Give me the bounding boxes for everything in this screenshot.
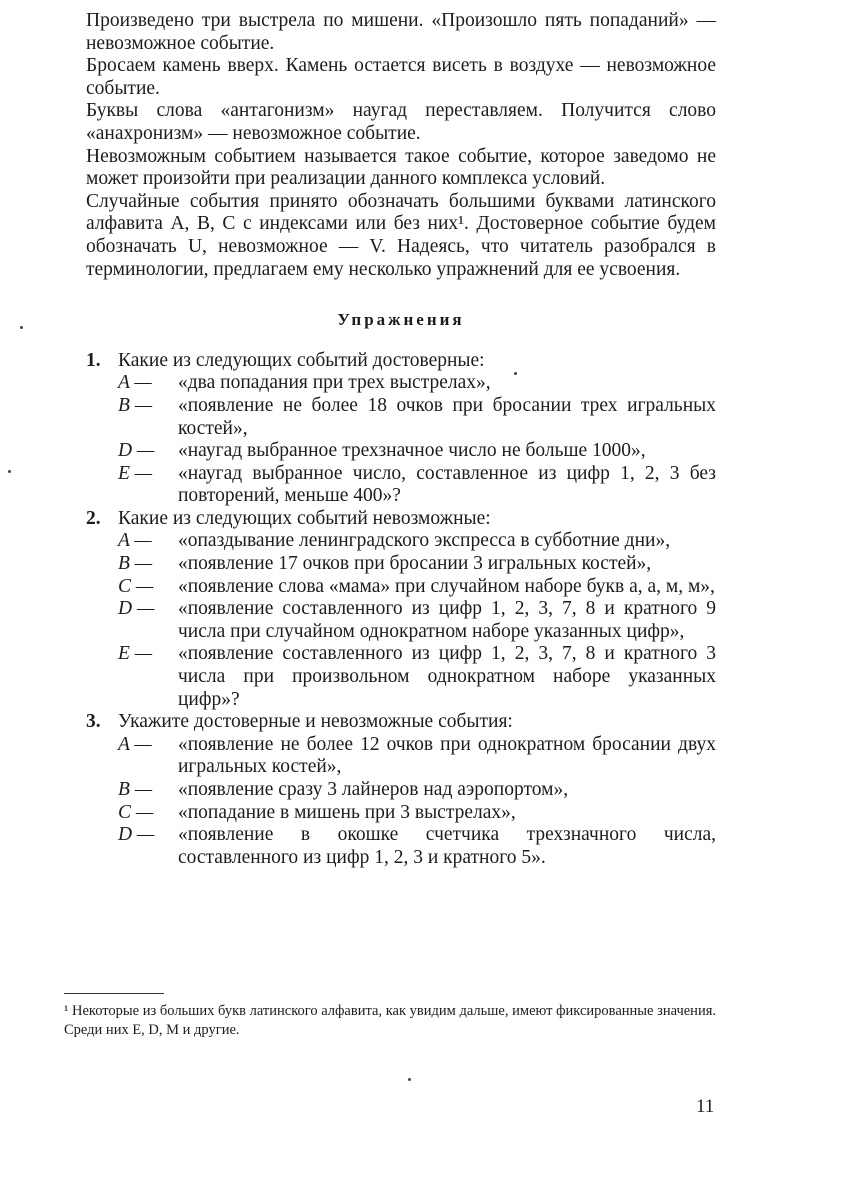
item-text: «попадание в мишень при 3 выстрелах», [178,801,516,823]
item-text: «появление сразу 3 лайнеров над аэропортом», [178,779,569,800]
scan-speck [20,326,23,329]
item-letter: A — [118,372,152,394]
item-letter: D — [118,440,155,462]
exercise-question-text: Какие из следующих событий достоверные: [118,349,485,371]
exercise-items [118,734,716,870]
paragraph-5: Случайные события принято обозначать большими буквами латинского алфавита A, B, C с индексами или без них¹. Достоверное событие будем обозначать U, невозможное — V. Надеясь, что читатель разобрался в терминологии, предлагаем ему несколько упражнений для ее усвоения. [86,190,716,280]
exercise-question [86,350,716,373]
scan-speck [8,470,11,473]
item-letter: E — [118,462,153,484]
list-item [118,530,716,553]
section-heading: Упражнения [337,310,465,330]
exercise-1 [86,350,716,508]
item-text: «опаздывание ленинградского экспресса в субботние дни», [178,530,671,552]
exercise-items [118,530,716,711]
paragraph-1: Произведено три выстрела по мишени. «Произошло пять попаданий» — невозможное событие. [86,10,716,54]
item-text: «наугад выбранное трехзначное число не больше 1000», [178,440,646,462]
item-text: «появление составленного из цифр 1, 2, 3, 7, 8 и кратного 9 числа при случайном однократном наборе указанных цифр», [178,598,716,642]
page-number: 11 [696,1096,715,1117]
item-letter: E — [118,643,153,665]
exercise-question [86,711,716,734]
paragraph-4: Невозможным событием называется такое событие, которое заведомо не может произойти при реализации данного комплекса условий. [86,145,716,190]
exercise-3 [86,711,716,869]
list-item [118,395,716,440]
item-letter: B — [118,779,153,800]
item-text: «два попадания при трех выстрелах», [178,372,491,394]
item-text: «появление не более 12 очков при однократном бросании двух игральных костей», [178,733,716,778]
item-letter: D — [118,598,155,620]
list-item [118,372,716,395]
exercise-number: 3. [86,711,101,733]
footnote-divider [64,993,164,994]
list-item [118,440,716,463]
exercise-question [86,508,716,531]
item-text: «появление 17 очков при бросании 3 игральных костей», [178,553,652,575]
list-item [118,598,716,643]
list-item [118,576,716,599]
list-item [118,779,716,802]
exercise-number: 2. [86,507,101,529]
paragraph-3: Буквы слова «антагонизм» наугад переставляем. Получится слово «анахронизм» — невозможное событие. [86,100,716,144]
scan-speck [408,1078,411,1081]
item-letter: C — [118,801,154,823]
exercise-question-text: Какие из следующих событий невозможные: [118,507,491,529]
exercise-2 [86,508,716,711]
list-item [118,802,716,825]
exercise-question-text: Укажите достоверные и невозможные события: [118,711,513,733]
list-item [118,553,716,576]
list-item [118,824,716,869]
list-item [118,643,716,711]
item-text: «появление составленного из цифр 1, 2, 3, 7, 8 и кратного 3 числа при произвольном однократном наборе указанных цифр»? [178,643,716,710]
item-letter: D — [118,824,155,846]
list-item [118,734,716,779]
footnote: ¹ Некоторые из больших букв латинского алфавита, как увидим дальше, имеют фиксированные значения. Среди них E, D, M и другие. [64,1003,716,1038]
item-letter: A — [118,530,152,552]
exercise-items [118,372,716,508]
item-text: «наугад выбранное число, составленное из цифр 1, 2, 3 без повторений, меньше 400»? [178,462,716,507]
item-text: «появление в окошке счетчика трехзначного числа, составленного из цифр 1, 2, 3 и кратного 5». [178,824,716,868]
item-letter: B — [118,394,153,416]
paragraph-2: Бросаем камень вверх. Камень остается висеть в воздухе — невозможное событие. [86,55,716,99]
item-text: «появление не более 18 очков при бросании трех игральных костей», [178,394,716,439]
scan-speck [514,372,517,375]
item-letter: A — [118,733,152,755]
item-text: «появление слова «мама» при случайном наборе букв а, а, м, м», [178,575,715,597]
list-item [118,463,716,508]
exercise-number: 1. [86,349,101,371]
main-text [86,10,716,869]
item-letter: B — [118,553,153,575]
item-letter: C — [118,575,154,597]
